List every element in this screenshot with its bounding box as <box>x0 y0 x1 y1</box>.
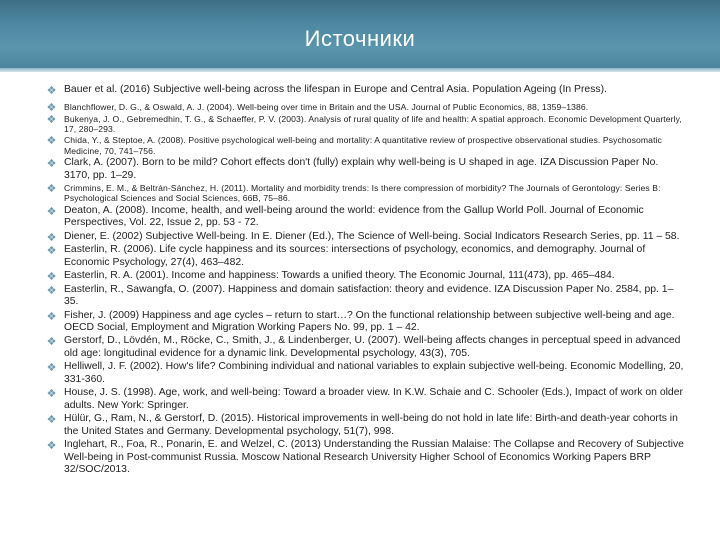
reference-text: Deaton, A. (2008). Income, health, and well-being around the world: evidence from the Gallup World Poll. Journal of Economic Perspectives, Vol. 22, Issue 2, pp. 53 - 72. <box>64 204 644 229</box>
reference-item <box>46 335 684 360</box>
diamond-bullet-icon: ❖ <box>46 336 57 349</box>
diamond-bullet-icon: ❖ <box>46 440 57 453</box>
diamond-bullet-icon: ❖ <box>46 85 57 97</box>
diamond-bullet-icon: ❖ <box>46 205 57 218</box>
reference-item <box>46 205 684 230</box>
diamond-bullet-icon: ❖ <box>46 183 57 196</box>
reference-text: Bauer et al. (2016) Subjective well-being across the lifespan in Europe and Central Asia. Population Ageing (In Press). <box>64 84 607 95</box>
diamond-bullet-icon: ❖ <box>46 245 57 258</box>
diamond-bullet-icon: ❖ <box>46 135 57 148</box>
reference-item <box>46 244 684 269</box>
reference-item <box>46 361 684 386</box>
reference-text: Helliwell, J. F. (2002). How's life? Combining individual and national variables to explain subjective well-being. Economic Modelling, 20, 331-360. <box>64 361 684 385</box>
reference-text: Chida, Y., & Steptoe, A. (2008). Positive psychological well-being and mortality: A quantitative review of prospective observational studies. Psychosomatic Medicine, 70, 741–756. <box>64 135 662 156</box>
reference-text: Clark, A. (2007). Born to be mild? Cohort effects don't (fully) explain why well-being is U shaped in age. IZA Discussion Paper No. 3170, pp. 1–29. <box>64 157 659 181</box>
reference-item <box>46 439 684 476</box>
reference-item <box>46 114 684 135</box>
diamond-bullet-icon: ❖ <box>46 231 57 244</box>
diamond-bullet-icon: ❖ <box>46 284 57 297</box>
reference-item <box>46 231 684 243</box>
reference-item <box>46 310 684 335</box>
diamond-bullet-icon: ❖ <box>46 113 57 126</box>
reference-text: Gerstorf, D., Lövdén, M., Röcke, C., Smith, J., & Lindenberger, U. (2007). Well-being affects changes in perceptual speed in advanced old age: longitudinal evidence for a dynamic link. Developmental psychology, 43(3), 705. <box>64 335 681 359</box>
reference-text: Easterlin, R. A. (2001). Income and happiness: Towards a unified theory. The Economic Journal, 111(473), pp. 465–484. <box>64 270 615 282</box>
reference-text: Crimmins, E. M., & Beltrán-Sánchez, H. (2011). Mortality and morbidity trends: Is there compression of morbidity? The Journals of Gerontology: Series B: Psychological Sciences and Social Sciences, 66B, 75–86. <box>64 183 661 204</box>
reference-item <box>46 387 684 412</box>
diamond-bullet-icon: ❖ <box>46 271 57 284</box>
reference-text: Inglehart, R., Foa, R., Ponarin, E. and Welzel, C. (2013) Understanding the Russian Malaise: The Collapse and Recovery of Subjective Well-being in Post-communist Russia. Moscow National Research University Higher School of Economics Working Papers BRP 32/SOC/2013. <box>64 439 684 476</box>
reference-item <box>46 270 684 282</box>
reference-text: Easterlin, R. (2006). Life cycle happiness and its sources: intersections of psychology, economics, and demography. Journal of Economic Psychology, 27(4), 463–482. <box>64 244 646 268</box>
reference-item <box>46 157 684 182</box>
reference-text: Diener, E. (2002) Subjective Well-being. In E. Diener (Ed.), The Science of Well-being. Social Indicators Research Series, pp. 11 – 58. <box>64 230 680 242</box>
reference-item <box>46 135 684 156</box>
reference-text: Easterlin, R., Sawangfa, O. (2007). Happiness and domain satisfaction: theory and evidence. IZA Discussion Paper No. 2584, pp. 1–35. <box>64 283 674 308</box>
diamond-bullet-icon: ❖ <box>46 362 57 375</box>
reference-item <box>46 284 684 309</box>
slide-title: Источники <box>304 26 416 51</box>
diamond-bullet-icon: ❖ <box>46 414 57 427</box>
reference-item <box>46 413 684 438</box>
reference-item <box>46 102 684 115</box>
reference-item <box>46 183 684 204</box>
reference-item <box>46 84 684 96</box>
diamond-bullet-icon: ❖ <box>46 158 57 171</box>
reference-text: House, J. S. (1998). Age, work, and well-being: Toward a broader view. In K.W. Schaie and C. Schooler (Eds.), Impact of work on older adults. New York: Springer. <box>64 387 683 411</box>
reference-text: Blanchflower, D. G., & Oswald, A. J. (2004). Well-being over time in Britain and the USA. Journal of Public Economics, 88, 1359–1386. <box>64 102 589 113</box>
diamond-bullet-icon: ❖ <box>46 388 57 401</box>
diamond-bullet-icon: ❖ <box>46 102 57 115</box>
reference-text: Bukenya, J. O., Gebremedhin, T. G., & Schaeffer, P. V. (2003). Analysis of rural quality of life and health: A spatial approach. Economic Development Quarterly, 17, 280–293. <box>64 113 682 135</box>
reference-text: Hülür, G., Ram, N., & Gerstorf, D. (2015). Historical improvements in well-being do not hold in late life: Birth-and death-year cohorts in the United States and Germany. Developmental psychology, 51(7), 998. <box>64 413 678 437</box>
reference-list <box>46 84 684 478</box>
diamond-bullet-icon: ❖ <box>46 310 57 323</box>
title-bar-stripe <box>0 68 720 72</box>
reference-text: Fisher, J. (2009) Happiness and age cycles – return to start…? On the functional relationship between subjective well-being and age. OECD Social, Employment and Migration Working Papers No. 99, pp. 1 – 42. <box>64 309 675 333</box>
